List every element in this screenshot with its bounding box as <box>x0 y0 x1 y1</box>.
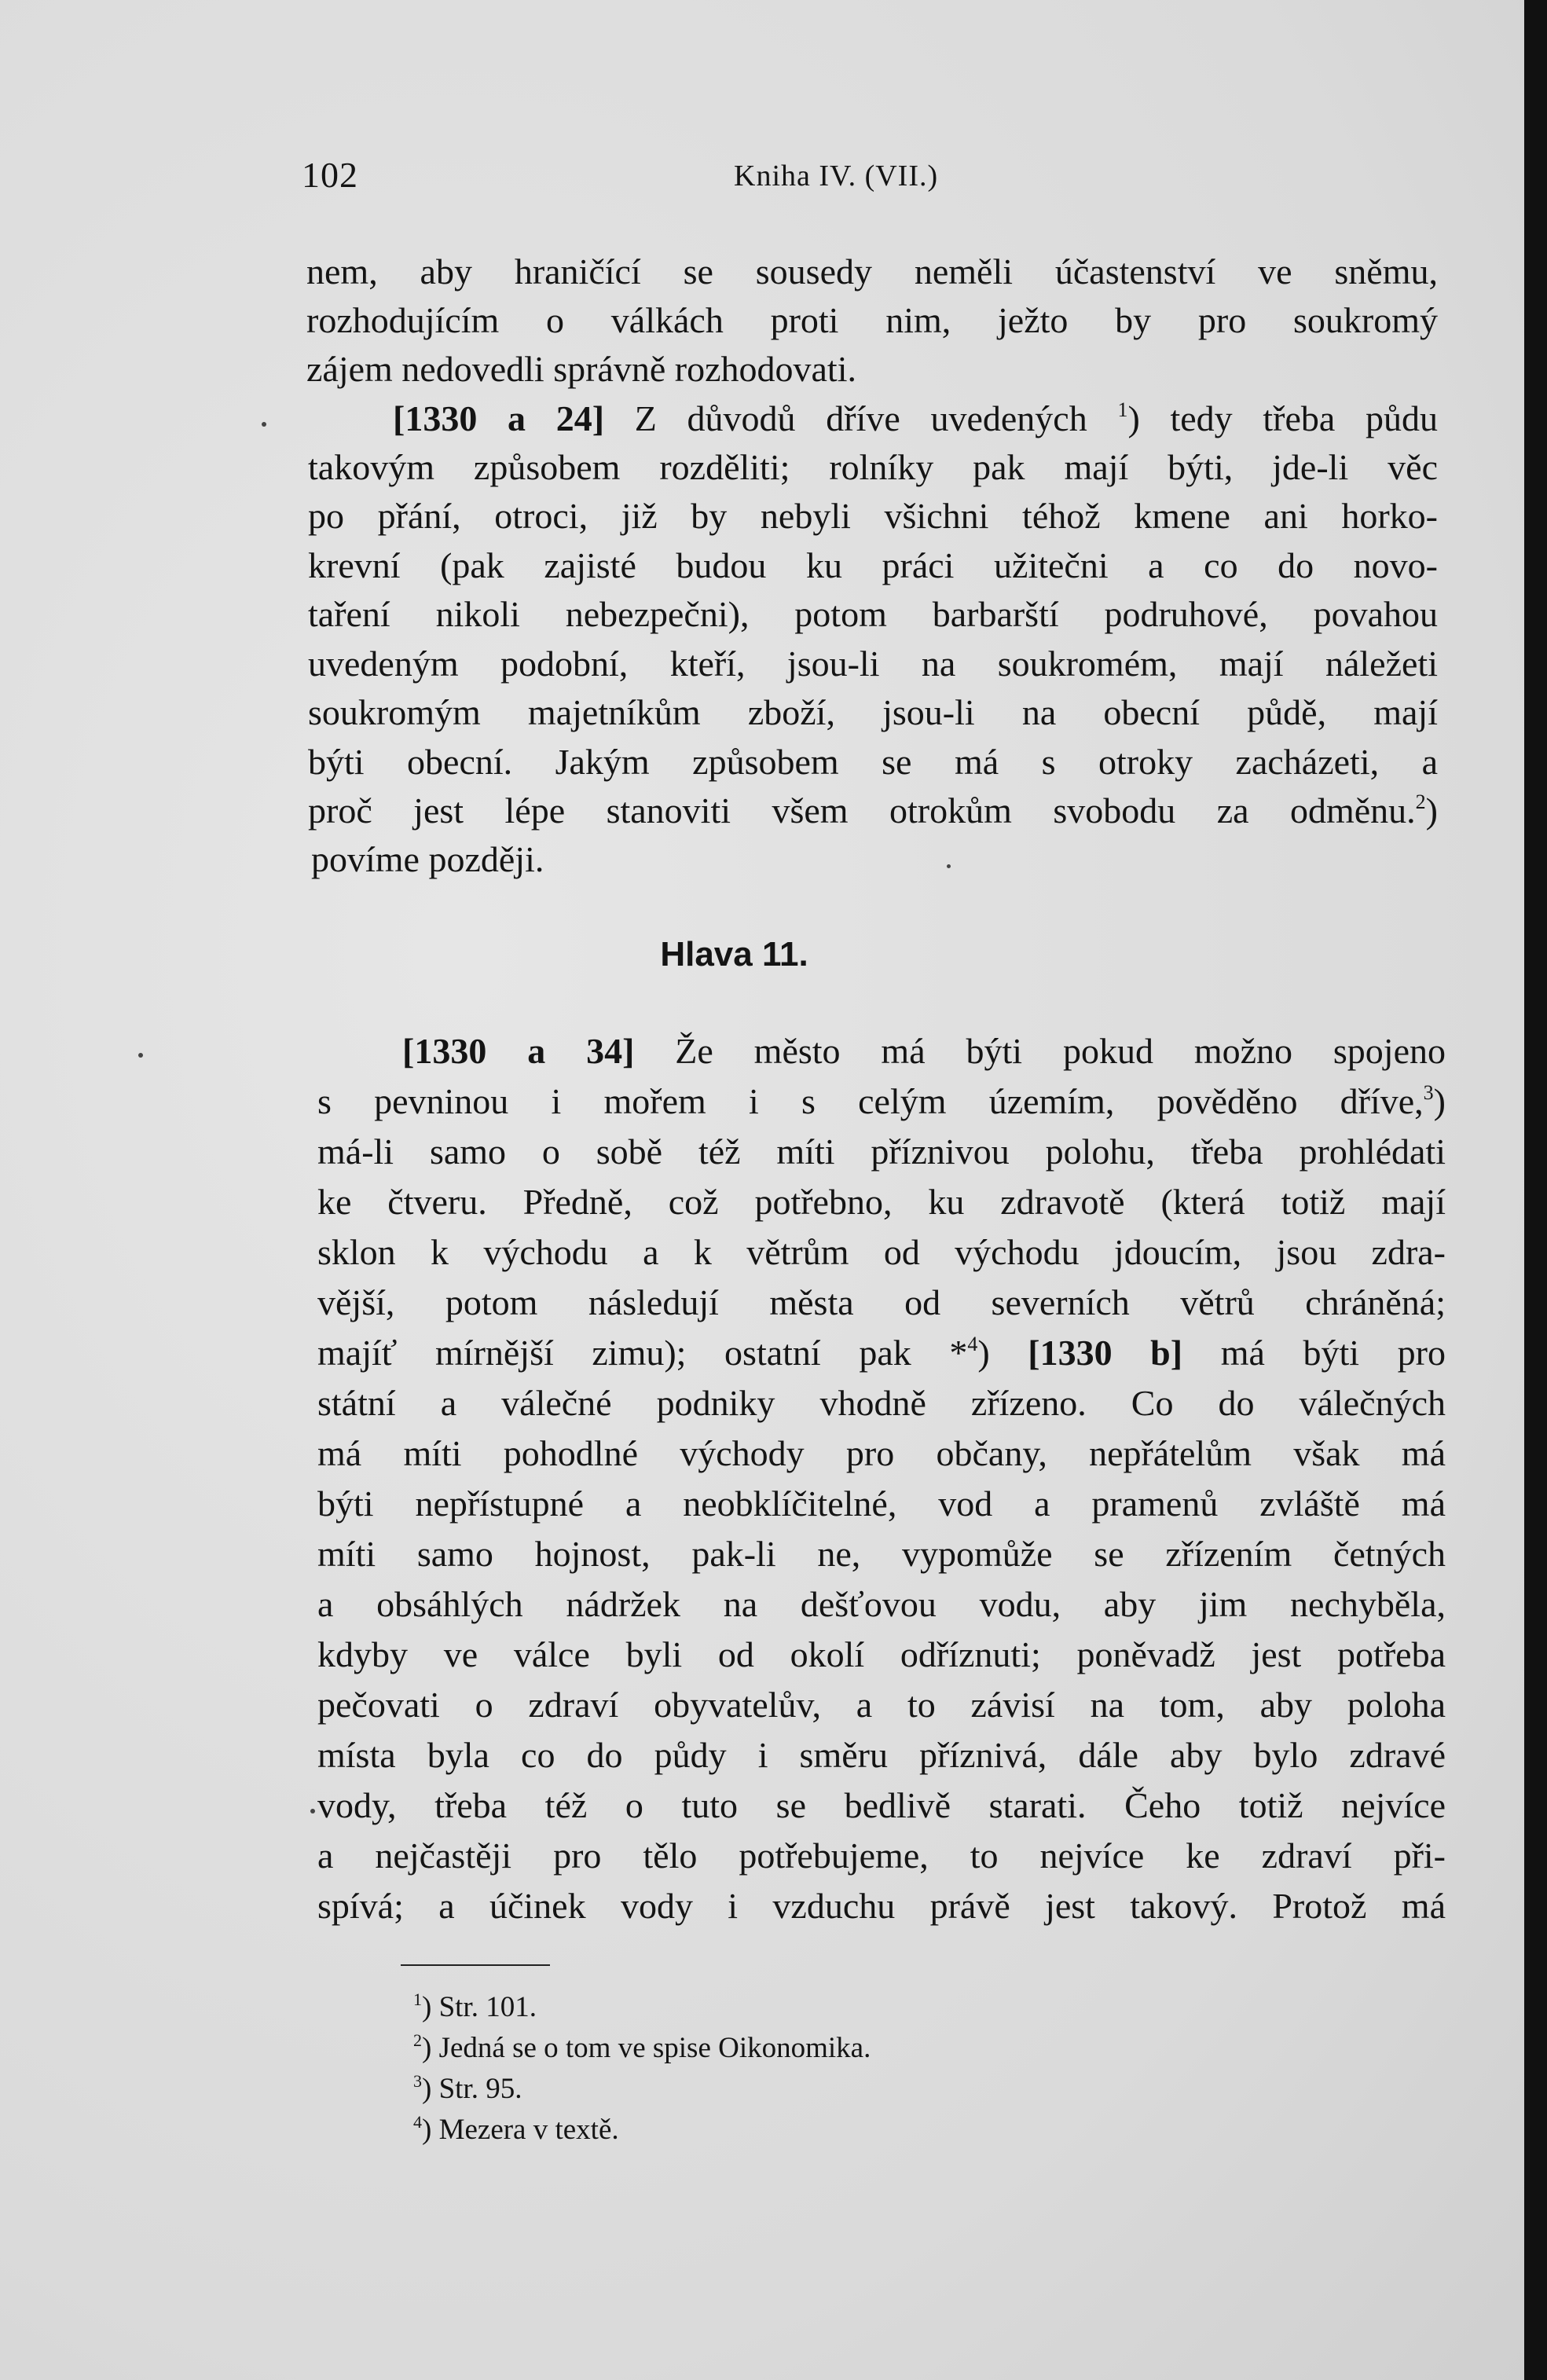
text-line: zájem nedovedli správně rozhodovati. <box>306 349 856 389</box>
scan-border <box>1524 0 1547 2380</box>
chapter-heading: Hlava 11. <box>660 935 808 974</box>
footnote-mark: 2 <box>413 2030 422 2050</box>
text-line: proč jest lépe stanoviti všem otrokům svobodu za odměnu.$^2$) <box>308 790 1438 831</box>
text-line: místa byla co do půdy i směru příznivá, dále aby bylo zdravé <box>317 1735 1446 1775</box>
text-line: s pevninou i mořem i s celým územím, pověděno dříve,$^3$) <box>317 1081 1446 1121</box>
text-line: a nejčastěji pro tělo potřebujeme, to nejvíce ke zdraví při- <box>317 1835 1446 1876</box>
text-line: býti nepřístupné a neobklíčitelné, vod a pramenů zvláště má <box>317 1483 1446 1524</box>
text-line: taření nikoli nebezpečni), potom barbarští podruhové, povahou <box>308 594 1438 634</box>
scan-speck <box>310 1809 315 1813</box>
bekker-reference: [1330 b] <box>1028 1333 1183 1373</box>
scan-speck <box>138 1053 143 1058</box>
footnote: $^1$) Str. 101. <box>413 1989 537 2023</box>
text-line: a obsáhlých nádržek na dešťovou vodu, aby jim nechyběla, <box>317 1584 1446 1624</box>
text-line: vější, potom následují města od severních větrů chráněná; <box>317 1282 1446 1322</box>
footnote-mark: 4 <box>967 1333 978 1355</box>
footnote: $^3$) Str. 95. <box>413 2071 522 2105</box>
text-line: má-li samo o sobě též míti příznivou polohu, třeba prohlédati <box>317 1131 1446 1172</box>
scan-speck <box>947 864 951 868</box>
text-line: uvedeným podobní, kteří, jsou-li na soukromém, mají náležeti <box>308 644 1438 684</box>
text-line: majíť mírnější zimu); ostatní pak *$^4$) [1330 b] má býti pro <box>317 1333 1446 1373</box>
footnote: $^4$) Mezera v textě. <box>413 2112 619 2146</box>
text-line: má míti pohodlné východy pro občany, nepřátelům však má <box>317 1433 1446 1473</box>
text-line: soukromým majetníkům zboží, jsou-li na obecní půdě, mají <box>308 692 1438 732</box>
text-line: státní a válečné podniky vhodně zřízeno. Co do válečných <box>317 1383 1446 1423</box>
text-line: [1330 a 24] Z důvodů dříve uvedených $^1$) tedy třeba půdu <box>393 398 1438 438</box>
text-line: takovým způsobem rozděliti; rolníky pak mají býti, jde-li věc <box>308 447 1438 487</box>
text-line: ke čtveru. Předně, což potřebno, ku zdravotě (která totiž mají <box>317 1182 1446 1222</box>
bekker-reference: [1330 a 34] <box>402 1031 635 1071</box>
text-line: krevní (pak zajisté budou ku práci užitečni a co do novo- <box>308 545 1438 585</box>
text-line: pečovati o zdraví obyvatelův, a to závisí na tom, aby poloha <box>317 1685 1446 1725</box>
text-line: kdyby ve válce byli od okolí odříznuti; poněvadž jest potřeba <box>317 1634 1446 1674</box>
text-line: nem, aby hraničící se sousedy neměli účastenství ve sněmu, <box>306 251 1438 292</box>
footnote-mark: 3 <box>1423 1081 1434 1104</box>
scan-speck <box>262 422 266 427</box>
footnote-rule <box>401 1964 550 1966</box>
footnote-mark: 2 <box>1415 790 1426 813</box>
text-line: býti obecní. Jakým způsobem se má s otroky zacházeti, a <box>308 742 1438 782</box>
footnote-mark: 1 <box>413 1989 422 2009</box>
text-line: povíme později. <box>311 839 544 879</box>
text-line: sklon k východu a k větrům od východu jdoucím, jsou zdra- <box>317 1232 1446 1272</box>
page-header <box>0 154 1547 201</box>
running-head: Kniha IV. (VII.) <box>734 160 939 193</box>
footnote: $^2$) Jedná se o tom ve spise Oikonomika. <box>413 2030 871 2064</box>
footnote-mark: 3 <box>413 2071 422 2091</box>
text-line: míti samo hojnost, pak-li ne, vypomůže se zřízením četných <box>317 1534 1446 1574</box>
text-line: po přání, otroci, již by nebyli všichni téhož kmene ani horko- <box>308 496 1438 536</box>
text-line: vody, třeba též o tuto se bedlivě starati. Čeho totiž nejvíce <box>317 1785 1446 1825</box>
text-line: [1330 a 34] Že město má býti pokud možno spojeno <box>402 1031 1446 1071</box>
text-line: rozhodujícím o válkách proti nim, ježto by pro soukromý <box>306 300 1438 340</box>
footnote-mark: 1 <box>1117 398 1128 421</box>
page-number: 102 <box>302 155 358 195</box>
bekker-reference: [1330 a 24] <box>393 398 605 438</box>
footnote-mark: 4 <box>413 2112 422 2132</box>
text-line: spívá; a účinek vody i vzduchu právě jest takový. Protož má <box>317 1886 1446 1926</box>
